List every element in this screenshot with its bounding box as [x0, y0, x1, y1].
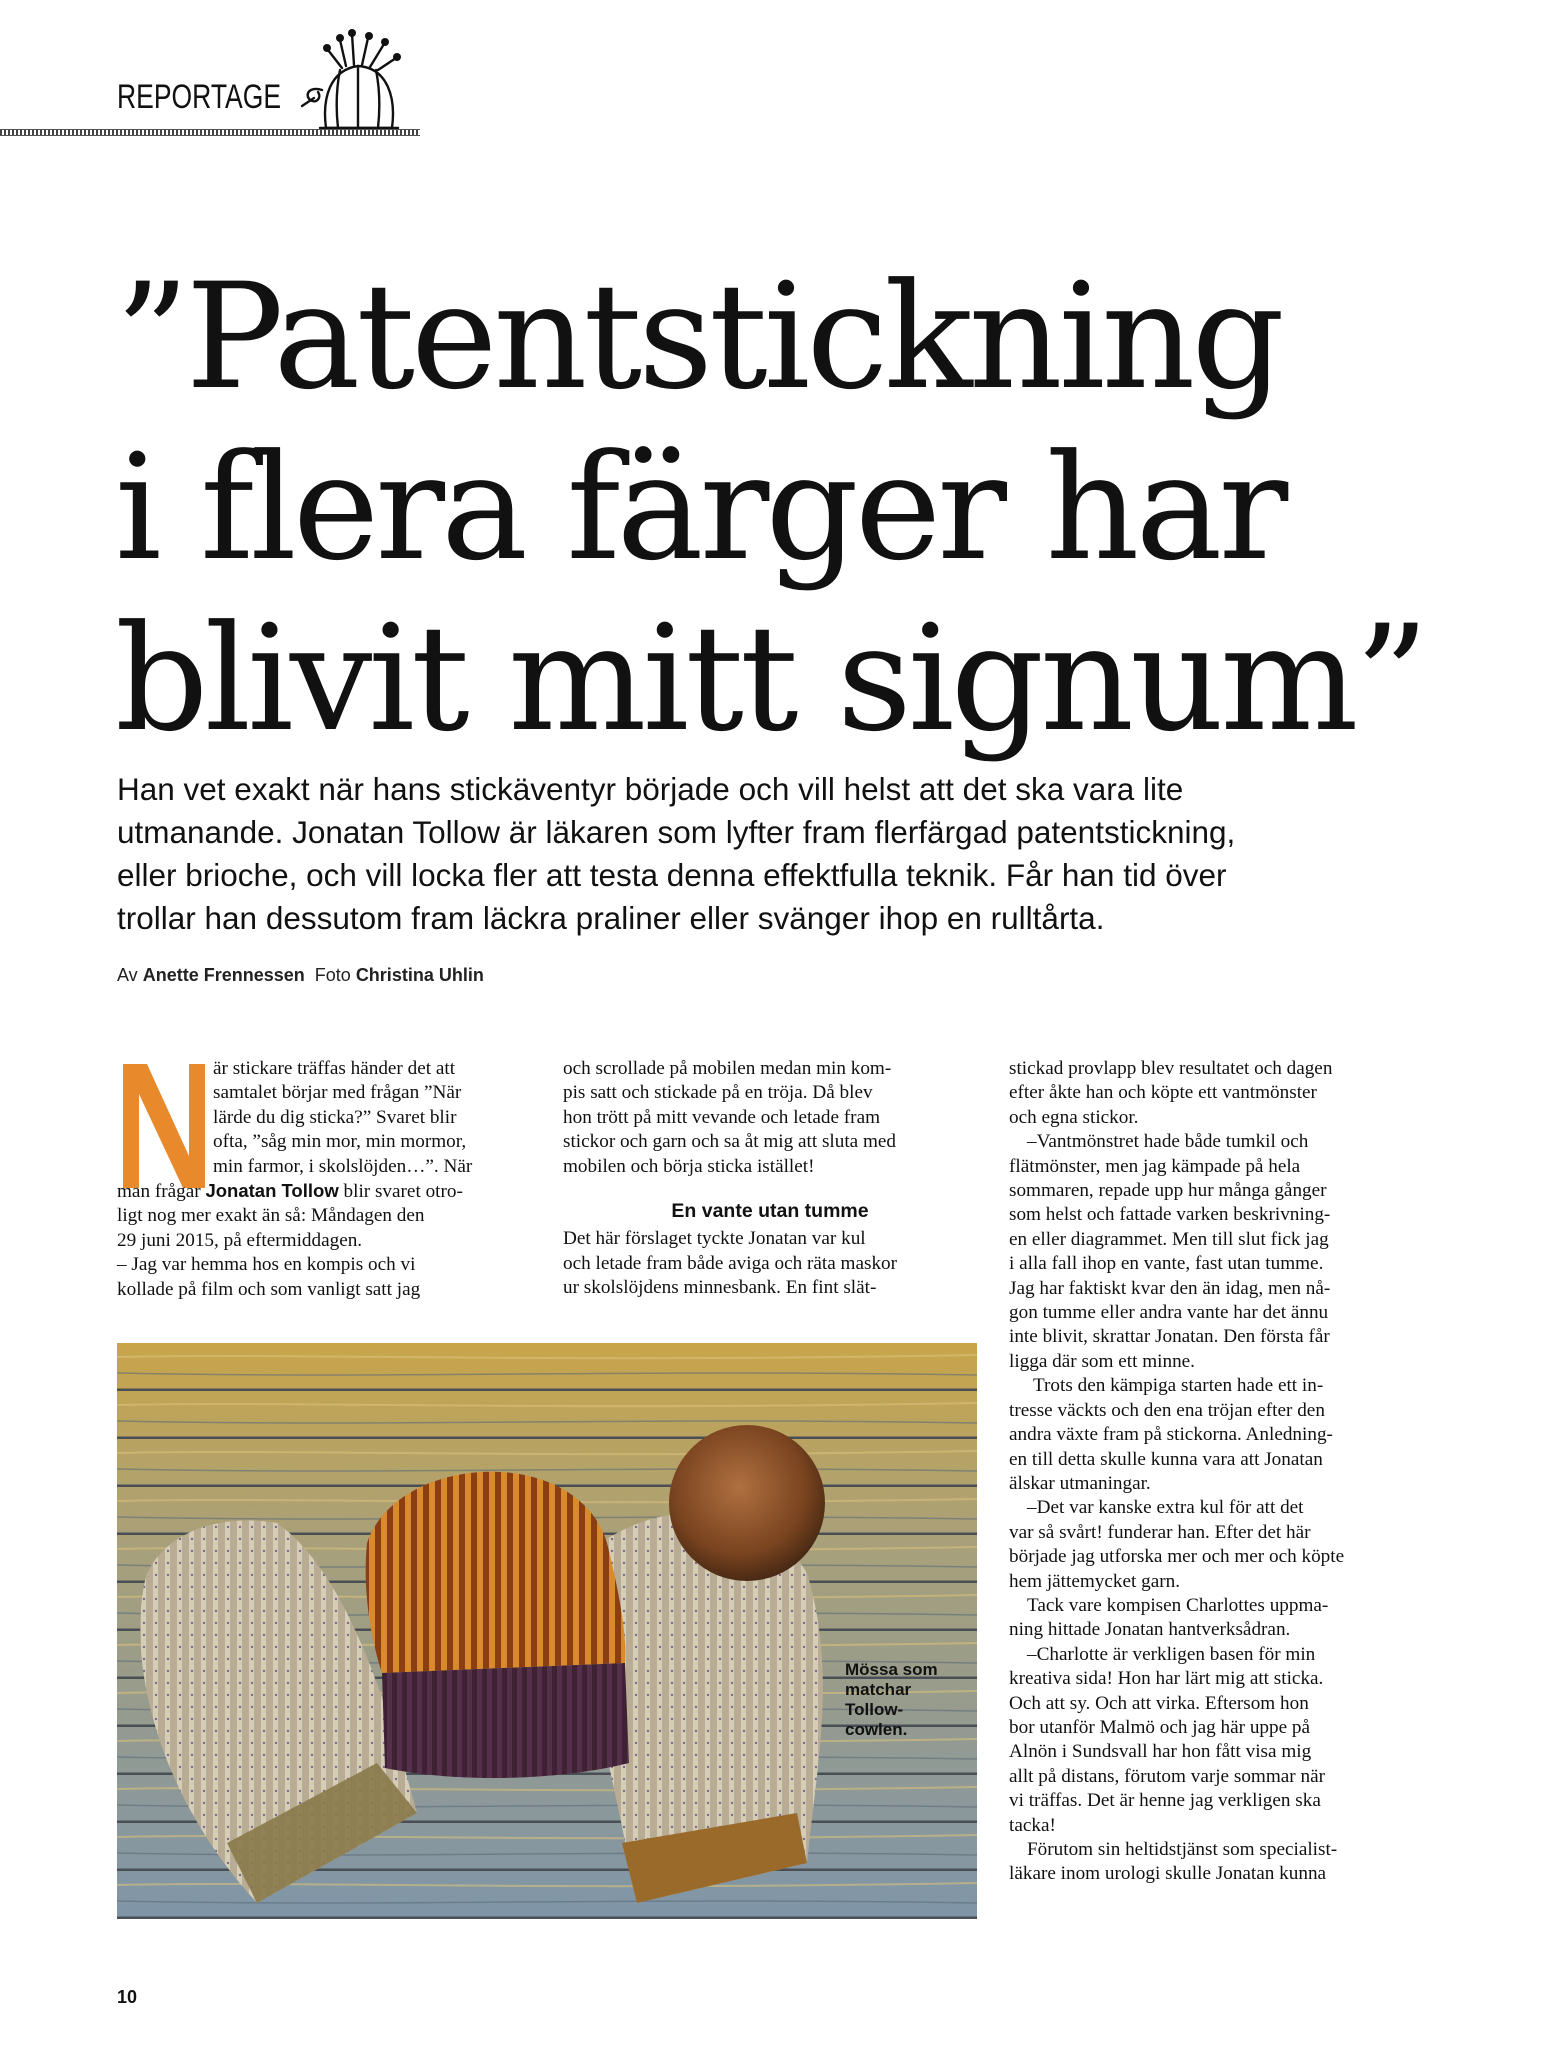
body-line: tacka!: [1009, 1814, 1056, 1836]
body-line: ur skolslöjdens minnesbank. En fint slät-: [563, 1277, 877, 1299]
body-line: en till detta skulle kunna vara att Jonatan: [1009, 1448, 1323, 1470]
body-line: allt på distans, förutom varje sommar när: [1009, 1765, 1325, 1787]
body-line: bor utanför Malmö och jag här uppe på: [1009, 1716, 1311, 1738]
body-line: en eller diagrammet. Men till slut fick jag: [1009, 1228, 1329, 1250]
body-line: hon trött på mitt vevande och letade fram: [563, 1106, 881, 1128]
body-line: ofta, ”såg min mor, min mormor,: [213, 1131, 467, 1153]
body-line: lärde du dig sticka?” Svaret blir: [213, 1106, 457, 1128]
body-line: Alnön i Sundsvall har hon fått visa mig: [1009, 1741, 1312, 1763]
body-line: var så svårt! funderar han. Efter det här: [1009, 1521, 1311, 1543]
headline-line: i flera färger har: [115, 423, 1285, 593]
body-line: och letade fram både aviga och räta maskor: [563, 1252, 898, 1274]
body-line: Det här förslaget tyckte Jonatan var kul: [563, 1228, 866, 1250]
caption-line: cowlen.: [845, 1720, 908, 1739]
body-line: flätmönster, men jag kämpade på hela: [1009, 1155, 1301, 1177]
caption-line: Tollow-: [845, 1700, 904, 1719]
body-line: min farmor, i skolslöjden…”. När: [213, 1155, 473, 1177]
body-line: Jag har faktiskt kvar den än idag, men nå-: [1009, 1277, 1331, 1299]
body-line: efter åkte han och köpte ett vantmönster: [1009, 1082, 1317, 1104]
section-label: REPORTAGE: [117, 78, 282, 116]
body-line: [117, 1179, 531, 1204]
body-text: man frågar: [117, 1181, 201, 1203]
photo-caption: [845, 1660, 938, 1740]
body-line: –Charlotte är verkligen basen för min: [1027, 1643, 1316, 1665]
body-column-3: [1009, 1057, 1423, 1887]
body-line: sommaren, repade upp hur många gånger: [1009, 1180, 1327, 1202]
body-line: 29 juni 2015, på eftermiddagen.: [117, 1229, 363, 1251]
body-line: hem jättemycket garn.: [1009, 1570, 1181, 1592]
body-line: andra växte fram på stickorna. Anledning-: [1009, 1424, 1333, 1446]
body-line: ligt nog mer exakt än så: Måndagen den: [117, 1205, 425, 1227]
body-line: älskar utmaningar.: [1009, 1472, 1151, 1494]
body-line: ligga där som ett minne.: [1009, 1350, 1195, 1372]
body-line: Och att sy. Och att virka. Eftersom hon: [1009, 1692, 1309, 1714]
body-line: –Det var kanske extra kul för att det: [1027, 1497, 1304, 1519]
body-line: Tack vare kompisen Charlottes uppma-: [1027, 1594, 1329, 1616]
body-line: är stickare träffas händer det att: [213, 1058, 456, 1079]
body-line: Trots den kämpiga starten hade ett in-: [1033, 1375, 1324, 1397]
pincushion-icon: [296, 28, 418, 132]
body-line: som helst och fattade varken beskrivning-: [1009, 1204, 1331, 1226]
lede-line: Han vet exakt när hans stickäventyr började och vill helst att det ska vara lite: [117, 771, 1184, 807]
lede-line: eller brioche, och vill locka fler att testa denna effektfulla teknik. Får han tid över: [117, 857, 1227, 893]
body-line: kollade på film och som vanligt satt jag: [117, 1278, 421, 1300]
headline: [115, 252, 1495, 765]
header-rule: [0, 129, 420, 136]
body-line: vi träffas. Det är henne jag verkligen ska: [1009, 1790, 1321, 1812]
body-line: – Jag var hemma hos en kompis och vi: [117, 1254, 416, 1276]
body-line: samtalet börjar med frågan ”När: [213, 1082, 462, 1104]
body-line: ning hittade Jonatan hantverksådran.: [1009, 1619, 1291, 1641]
body-line: inte blivit, skrattar Jonatan. Den första får: [1009, 1326, 1330, 1348]
caption-line: matchar: [845, 1680, 912, 1699]
body-column-1: [117, 1057, 531, 1302]
caption-line: Mössa som: [845, 1660, 938, 1679]
body-line: kreativa sida! Hon har lärt mig att sticka.: [1009, 1668, 1324, 1690]
byline-author: Anette Frennessen: [142, 965, 305, 985]
page-number: 10: [117, 1987, 138, 2007]
body-line: stickor och garn och sa åt mig att sluta med: [563, 1131, 897, 1153]
headline-line: ”Patentstickning: [115, 252, 1281, 422]
headline-line: blivit mitt signum”: [115, 594, 1426, 764]
body-line: mobilen och börja sticka istället!: [563, 1155, 815, 1177]
body-line: –Vantmönstret hade både tumkil och: [1027, 1131, 1309, 1153]
body-line: gon tumme eller andra vante har det ännu: [1009, 1302, 1329, 1324]
body-line: pis satt och stickade på en tröja. Då blev: [563, 1082, 873, 1104]
body-line: och egna stickor.: [1009, 1106, 1139, 1128]
knitted-hats-photo: [117, 1343, 977, 1919]
body-line: och scrollade på mobilen medan min kom-: [563, 1058, 892, 1079]
byline: [117, 965, 484, 986]
body-line: stickad provlapp blev resultatet och dagen: [1009, 1058, 1333, 1079]
byline-photo-prefix: Foto: [314, 965, 351, 985]
body-line: Förutom sin heltidstjänst som specialist-: [1027, 1839, 1338, 1860]
body-text: blir svaret otro-: [343, 1181, 463, 1203]
subject-name: Jonatan Tollow: [205, 1180, 339, 1202]
byline-photographer: Christina Uhlin: [355, 965, 484, 985]
body-line: i alla fall ihop en vante, fast utan tumme.: [1009, 1253, 1324, 1275]
lede-line: utmanande. Jonatan Tollow är läkaren som lyfter fram flerfärgad patentstickning,: [117, 814, 1236, 850]
lede: [117, 768, 1417, 940]
byline-prefix: Av: [117, 965, 138, 985]
lede-line: trollar han dessutom fram läckra praliner eller svänger ihop en rulltårta.: [117, 900, 1105, 936]
subhead: En vante utan tumme: [671, 1200, 869, 1223]
body-line: började jag utforska mer och mer och köpte: [1009, 1546, 1345, 1568]
body-line: tresse väckts och den ena tröjan efter den: [1009, 1399, 1325, 1421]
body-column-2: [563, 1057, 977, 1301]
body-line: läkare inom urologi skulle Jonatan kunna: [1009, 1863, 1327, 1885]
